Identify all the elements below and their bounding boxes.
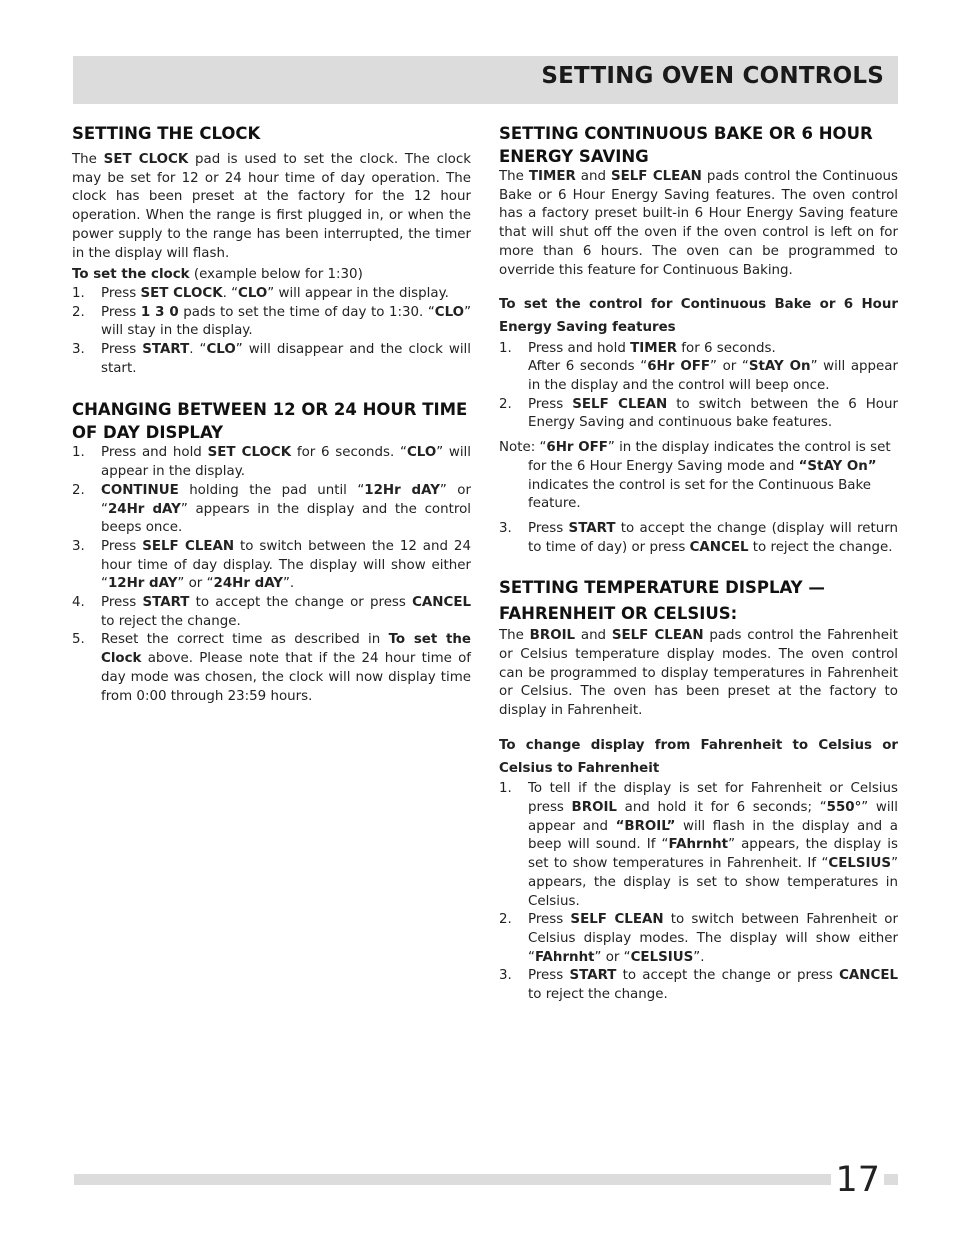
list-item: 3. Press START. “CLO” will disappear and the clock will start.: [72, 342, 471, 376]
temperature-subheading: To change display from Fahrenheit to Celsius or Celsius to Fahrenheit: [499, 737, 898, 776]
list-item: 4. Press START to accept the change or press CANCEL to reject the change.: [72, 595, 472, 629]
right-column: [499, 122, 898, 1005]
section-hour-display: [72, 398, 471, 706]
temperature-intro: The BROIL and SELF CLEAN pads control the Fahrenheit or Celsius temperature display modes. The oven control can be programmed to display temperatures in Fahrenheit or Celsius. The oven has been preset at the factory to display in Fahrenheit.: [499, 628, 898, 719]
continuous-intro: The TIMER and SELF CLEAN pads control the Continuous Bake or 6 Hour Energy Saving features. The oven control has a factory preset built-in 6 Hour Energy Saving feature that will shut off the oven if the oven control is left on for more than 6 hours. The oven can be programmed to override this feature for Continuous Baking.: [499, 169, 899, 278]
section-heading: SETTING CONTINUOUS BAKE OR 6 HOUR ENERGY SAVING: [499, 124, 873, 166]
list-item: 2. CONTINUE holding the pad until “12Hr dAY” or “24Hr dAY” appears in the display and the control beeps once.: [72, 482, 471, 536]
continuous-subheading: To set the control for Continuous Bake or 6 Hour Energy Saving features: [499, 297, 898, 335]
clock-steps: [72, 285, 471, 379]
continuous-steps-continued: [499, 520, 898, 557]
list-item: 2. Press 1 3 0 pads to set the time of day to 1:30. “CLO” will stay in the display.: [72, 304, 471, 339]
section-heading: CHANGING BETWEEN 12 OR 24 HOUR TIME OF DAY DISPLAY: [72, 400, 468, 443]
list-item: 3. Press START to accept the change or press CANCEL to reject the change.: [499, 968, 899, 1003]
list-item: 3. Press START to accept the change (display will return to time of day) or press CANCEL to reject the change.: [499, 520, 898, 555]
page-number: 17: [831, 1160, 884, 1200]
footer-bar: [74, 1174, 898, 1185]
list-item: 1. Press and hold SET CLOCK for 6 seconds. “CLO” will appear in the display.: [72, 445, 471, 480]
list-item: 3. Press SELF CLEAN to switch between the 12 and 24 hour time of day display. The display will show either “12Hr dAY” or “24Hr dAY”.: [72, 538, 471, 592]
clock-subheading: To set the clock (example below for 1:30): [72, 267, 363, 283]
page-title: SETTING OVEN CONTROLS: [541, 63, 884, 89]
temperature-steps: [499, 780, 898, 1004]
list-item: 2. Press SELF CLEAN to switch between Fahrenheit or Celsius display modes. The display will show either “FAhrnht” or “CELSIUS”.: [499, 912, 898, 965]
section-heading: SETTING THE CLOCK: [72, 124, 261, 143]
header-bar: [73, 56, 898, 104]
section-continuous-bake: [499, 122, 898, 557]
list-item: 1. Press and hold TIMER for 6 seconds. After 6 seconds “6Hr OFF” or “StAY On” will appear in the display and the control will beep once.: [499, 340, 899, 394]
list-item: 2. Press SELF CLEAN to switch between the 6 Hour Energy Saving and continuous bake features.: [499, 396, 898, 431]
list-item: 5. Reset the correct time as described in To set the Clock above. Please note that if the 24 hour time of day mode was chosen, the clock will now display time from 0:00 through 23:59 hours.: [72, 632, 471, 704]
continuous-note: Note: “6Hr OFF” in the display indicates the control is set for the 6 Hour Energy Saving mode and “StAY On” indicates the control is set for the Continuous Bake feature.: [499, 440, 891, 512]
list-item: 1. Press SET CLOCK. “CLO” will appear in the display.: [72, 285, 449, 301]
section-heading: SETTING TEMPERATURE DISPLAY — FAHRENHEIT OR CELSIUS:: [499, 578, 825, 624]
list-item: 1. To tell if the display is set for Fahrenheit or Celsius press BROIL and hold it for 6 seconds; “550°” will appear and “BROIL” will flash in the display and a beep will sound. If “FAhrnht” appears, the display is set to show temperatures in Fahrenheit. If “CELSIUS” appears, the display is set to show temperatures in Celsius.: [499, 781, 898, 909]
hour-display-steps: [72, 444, 471, 706]
section-temperature-display: [499, 575, 898, 1004]
section-setting-clock: [72, 122, 471, 378]
continuous-steps: [499, 340, 898, 434]
clock-intro: The SET CLOCK pad is used to set the clock. The clock may be set for 12 or 24 hour time of day operation. The clock has been preset at the factory for the 12 hour operation. When the range is first plugged in, or when the power supply to the range has been interrupted, the timer in the display will flash.: [72, 152, 471, 261]
left-column: [72, 122, 471, 706]
